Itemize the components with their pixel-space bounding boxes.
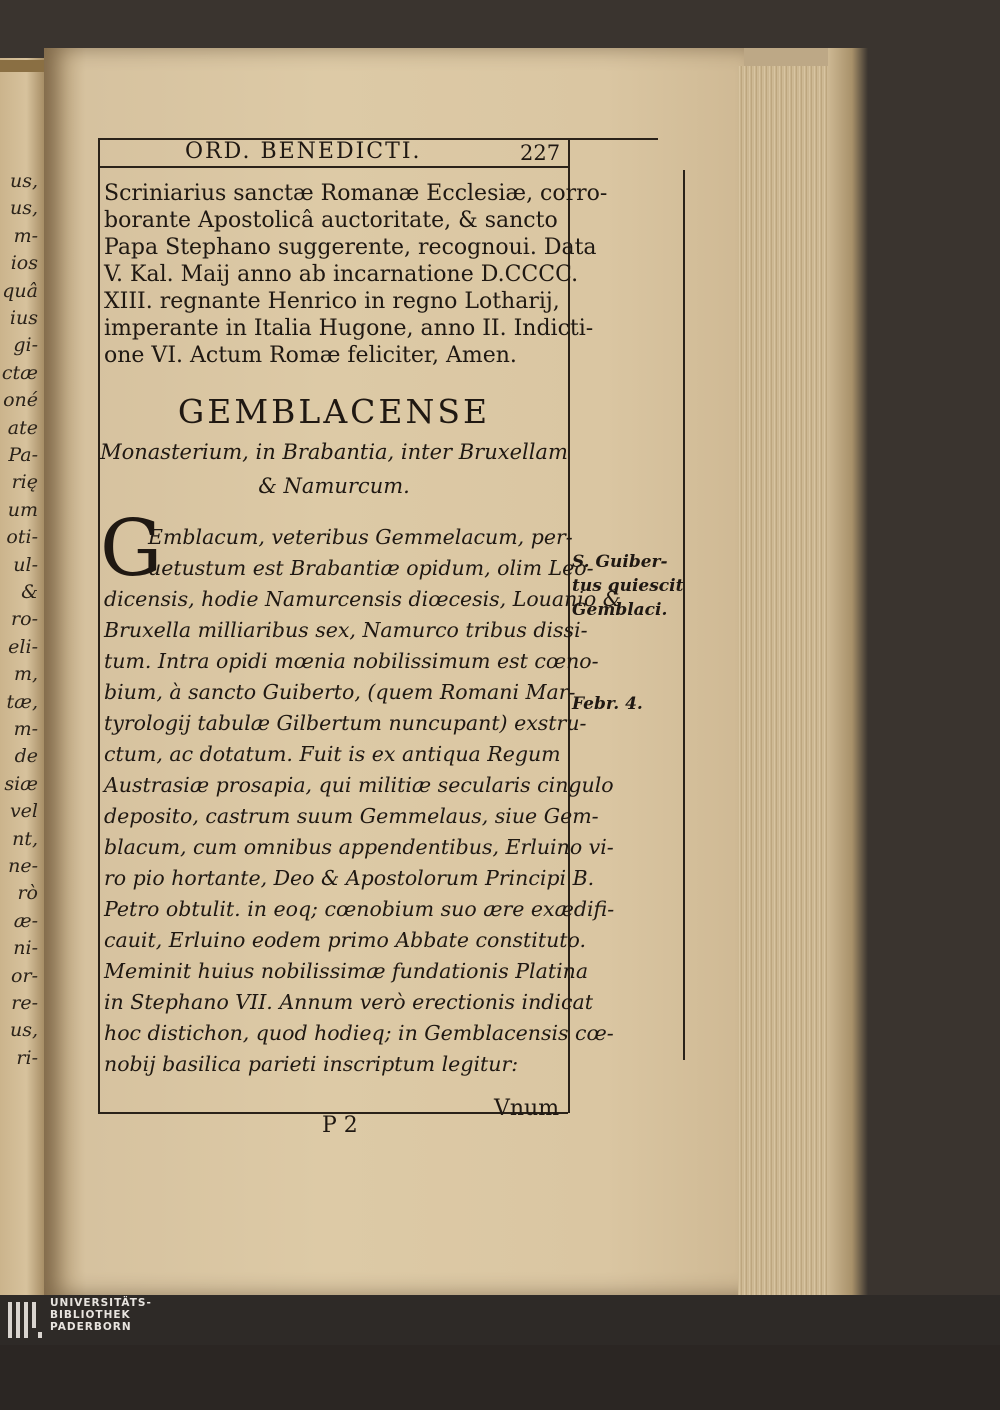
body-line: V. Kal. Maij anno ab incarnatione D.CCCC. xyxy=(104,262,579,287)
italic-line: deposito, castrum suum Gemmelaus, siue Gem- xyxy=(104,804,599,828)
page-number: 227 xyxy=(520,141,561,165)
marginal-note: Febr. 4. xyxy=(572,694,643,714)
left-page-fragment: m- xyxy=(13,224,38,247)
left-page-fragment: ni- xyxy=(13,937,38,960)
body-line: one VI. Actum Romæ feliciter, Amen. xyxy=(104,343,517,368)
library-logo-icon xyxy=(8,1302,42,1338)
left-page-text-fragments xyxy=(0,170,44,1410)
left-page-fragment: rię xyxy=(11,471,38,494)
left-page-fragment: nt, xyxy=(12,827,38,850)
marginal-note: S. Guiber- xyxy=(572,552,668,572)
left-page-fragment: re- xyxy=(11,992,38,1014)
italic-line: in Stephano VII. Annum verò erectionis indicat xyxy=(104,990,593,1014)
left-page-edge xyxy=(0,60,44,72)
italic-line: ro pio hortante, Deo & Apostolorum Principi B. xyxy=(104,866,595,890)
left-page-fragment: us, xyxy=(9,1019,38,1042)
left-page-fragment: oné xyxy=(3,389,38,412)
italic-line: Meminit huius nobilissimæ fundationis Platina xyxy=(104,959,589,983)
left-page-fragment: oti- xyxy=(6,526,38,549)
italic-line: bium, à sancto Guiberto, (quem Romani Mar- xyxy=(104,680,576,704)
left-page-fragment: siæ xyxy=(4,772,38,795)
left-page-fragment: ius xyxy=(9,307,38,329)
body-line: Papa Stephano suggerente, recognoui. Data xyxy=(104,235,597,260)
left-page-fragment: gi- xyxy=(13,334,38,357)
left-page-fragment: or- xyxy=(11,964,38,987)
left-page-fragment: æ- xyxy=(13,909,38,932)
left-page-fragment: de xyxy=(14,745,38,768)
italic-line: hoc distichon, quod hodieq; in Gemblacensis cœ- xyxy=(104,1021,614,1045)
left-page-fragment: Pa- xyxy=(8,444,38,466)
italic-line: cauit, Erluino eodem primo Abbate constituto. xyxy=(104,928,587,952)
left-page-fragment: ul- xyxy=(13,553,38,576)
signature-mark: P 2 xyxy=(322,1113,358,1138)
italic-line: Austrasiæ prosapia, qui militiæ secularis cingulo xyxy=(104,773,614,797)
page-stack-edge xyxy=(738,66,830,1295)
left-page-fragment: us, xyxy=(9,197,38,220)
catchword: Vnum xyxy=(494,1096,560,1121)
left-page-fragment: vel xyxy=(9,800,38,823)
margin-rule xyxy=(683,170,685,1060)
left-page-fragment: ios xyxy=(10,252,38,275)
frame-rule-header xyxy=(98,166,568,168)
italic-line: tum. Intra opidi mœnia nobilissimum est cœno- xyxy=(104,649,599,673)
drop-cap: G xyxy=(100,504,163,594)
left-page-fragment: ri- xyxy=(16,1046,38,1069)
italic-line: tyrologij tabulæ Gilbertum nuncupant) exstru- xyxy=(104,711,587,735)
left-page-fragment: m- xyxy=(13,718,38,740)
section-title: GEMBLACENSE xyxy=(177,392,491,431)
section-subtitle: & Namurcum. xyxy=(258,474,410,498)
left-page-fragment: um xyxy=(7,498,38,521)
running-head: ORD. BENEDICTI. xyxy=(185,139,422,164)
section-subtitle: Monasterium, in Brabantia, inter Bruxellam xyxy=(100,440,568,464)
left-page-fragment: ctæ xyxy=(1,361,38,384)
body-line: borante Apostolicâ auctoritate, & sancto xyxy=(104,208,558,233)
italic-line: Bruxella milliaribus sex, Namurco tribus dissi- xyxy=(104,618,588,642)
library-name-line: PADERBORN xyxy=(50,1321,132,1333)
left-page-fragment: & xyxy=(21,581,38,603)
library-name-line: BIBLIOTHEK xyxy=(50,1309,131,1321)
italic-line: nobij basilica parieti inscriptum legitur: xyxy=(104,1052,519,1076)
italic-line: Petro obtulit. in eoq; cœnobium suo ære exædifi- xyxy=(104,897,615,921)
marginal-note: tus quiescit xyxy=(572,576,684,596)
book-cover-edge xyxy=(828,48,868,1295)
body-line: imperante in Italia Hugone, anno II. Indicti- xyxy=(104,316,594,341)
left-page-fragment: ate xyxy=(7,416,38,439)
left-page-fragment: rò xyxy=(17,882,38,905)
italic-line: blacum, cum omnibus appendentibus, Erluino vi- xyxy=(104,835,614,859)
left-page-fragment: eli- xyxy=(8,635,38,658)
body-line: Scriniarius sanctæ Romanæ Ecclesiæ, corro- xyxy=(104,181,608,206)
left-page-fragment: us, xyxy=(9,170,38,192)
body-line: XIII. regnante Henrico in regno Lotharij, xyxy=(104,289,560,314)
marginal-note: Gemblaci. xyxy=(572,600,668,620)
left-page-fragment: ne- xyxy=(8,855,38,877)
left-page-fragment: tæ, xyxy=(6,690,38,713)
italic-line: ctum, ac dotatum. Fuit is ex antiqua Regum xyxy=(104,742,561,766)
left-page-fragment: quâ xyxy=(2,279,38,302)
italic-line: Emblacum, veteribus Gemmelacum, per- xyxy=(148,525,573,549)
italic-line: uetustum est Brabantiæ opidum, olim Leo- xyxy=(148,556,594,580)
left-page-fragment: m, xyxy=(13,663,38,686)
library-name-line: UNIVERSITÄTS- xyxy=(50,1297,152,1309)
left-page-fragment: ro- xyxy=(11,608,38,631)
italic-line: dicensis, hodie Namurcensis diœcesis, Louanio & xyxy=(104,587,621,611)
